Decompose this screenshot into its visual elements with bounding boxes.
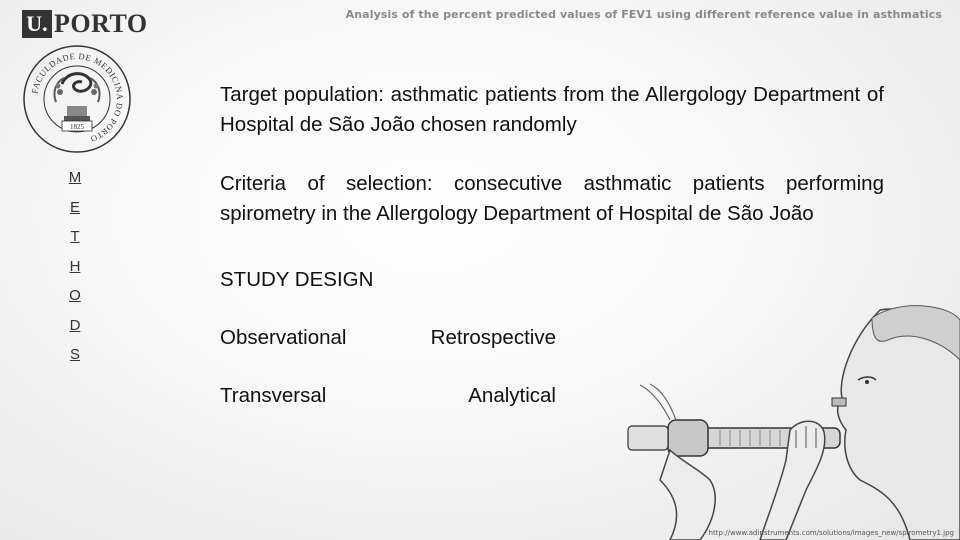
section-letter: T: [70, 228, 80, 245]
study-design-item: Analytical: [468, 384, 556, 407]
seal-text: FACULDADE DE MEDICINA DO PORTO: [29, 50, 126, 145]
presentation-title: Analysis of the percent predicted values of FEV1 using different reference value in asthmatics: [345, 8, 942, 21]
university-logo: [22, 10, 148, 38]
logo-name: PORTO: [54, 9, 148, 38]
section-letter: H: [69, 257, 81, 275]
seal-year: 1825: [70, 123, 84, 131]
section-letter: S: [69, 346, 80, 363]
content-body: [220, 80, 884, 229]
faculty-seal-icon: [22, 44, 132, 154]
section-letter: O: [69, 287, 81, 304]
section-label-methods: [60, 163, 90, 370]
study-design-row: [220, 326, 556, 350]
selection-criteria-text: Criteria of selection: consecutive asthmatic patients performing spirometry in the Allergology Department of Hospital de São João: [220, 172, 884, 225]
study-design-item: Transversal: [220, 384, 327, 407]
image-credit: http://www.adinstruments.com/solutions/images_new/spirometry1.jpg: [708, 529, 954, 537]
study-design-item: Observational: [220, 326, 347, 349]
logo-initial: U.: [22, 10, 52, 38]
study-design-item: Retrospective: [430, 326, 556, 349]
section-letter: M: [68, 169, 82, 186]
section-letter: E: [69, 198, 80, 216]
section-letter: D: [69, 316, 81, 334]
study-design-row: [220, 384, 556, 408]
study-design-heading: STUDY DESIGN: [220, 268, 374, 291]
spirometry-illustration: [610, 300, 960, 540]
target-population-text: Target population: asthmatic patients from the Allergology Department of Hospital de São João chosen randomly: [220, 83, 884, 136]
